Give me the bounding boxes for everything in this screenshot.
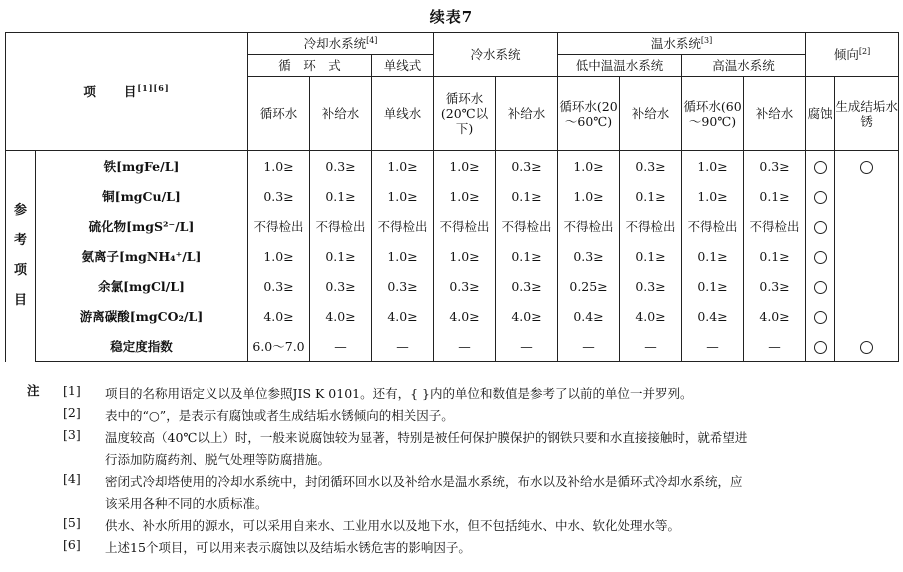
value-cell: 1.0≥ [248,151,310,182]
note-number: [1] [63,383,81,398]
warm-system-header: 温水系统[3] [558,33,806,55]
circle-mark-icon [814,221,827,234]
note-item [5,471,898,515]
value-cell: 4.0≥ [744,301,806,331]
value-cell: 0.3≥ [372,271,434,301]
col-corrosion: 腐蚀 [806,77,835,151]
value-cell: — [744,331,806,362]
table-row [6,151,899,182]
circulation-type-header: 循 环 式 [248,55,372,77]
corrosion-cell [806,271,835,301]
value-cell: 0.1≥ [620,181,682,211]
value-cell: 0.1≥ [310,181,372,211]
note-text: 项目的名称用语定义以及单位参照JIS K 0101。还有，{ }内的单位和数值是参考了以前的单位一并罗列。 [105,386,693,401]
circle-mark-icon [814,161,827,174]
value-cell: 不得检出 [248,211,310,241]
table-row [6,211,899,241]
table-row [6,331,899,362]
value-cell: — [310,331,372,362]
corrosion-cell [806,151,835,182]
corrosion-cell [806,241,835,271]
note-number: [4] [63,471,81,486]
col-high-circulating: 循环水(60～90℃) [682,77,744,151]
row-item-name: 氨离子[mgNH₄⁺/L] [36,241,248,271]
tendency-header: 倾向[2] [806,33,899,77]
value-cell: 不得检出 [310,211,372,241]
value-cell: — [558,331,620,362]
circle-mark-icon [814,251,827,264]
value-cell: 0.1≥ [744,241,806,271]
scale-cell [835,181,899,211]
value-cell: 0.3≥ [434,271,496,301]
value-cell: 4.0≥ [496,301,558,331]
value-cell: 0.3≥ [248,181,310,211]
circle-mark-icon [814,191,827,204]
col-high-makeup: 补给水 [744,77,806,151]
value-cell: 0.3≥ [496,151,558,182]
scale-cell [835,241,899,271]
note-number: [6] [63,537,81,552]
col-single-line-water: 单线水 [372,77,434,151]
col-circulating-water: 循环水 [248,77,310,151]
value-cell: 0.1≥ [496,181,558,211]
corrosion-cell [806,181,835,211]
value-cell: 1.0≥ [682,151,744,182]
reference-items-label: 参考项目 [6,151,36,362]
cold-system-header: 冷水系统 [434,33,558,77]
value-cell: 0.1≥ [682,271,744,301]
water-quality-table [5,32,899,362]
table-row [6,271,899,301]
row-item-name: 游离碳酸[mgCO₂/L] [36,301,248,331]
value-cell: 0.1≥ [496,241,558,271]
value-cell: 0.4≥ [558,301,620,331]
value-cell: — [372,331,434,362]
note-text: 该采用各种不同的水质标准。 [105,496,268,511]
value-cell: 4.0≥ [434,301,496,331]
col-scale: 生成结垢水锈 [835,77,899,151]
scale-cell [835,151,899,182]
value-cell: 6.0～7.0 [248,331,310,362]
note-item [5,405,898,427]
value-cell: 1.0≥ [682,181,744,211]
high-temp-header: 高温水系统 [682,55,806,77]
value-cell: 不得检出 [372,211,434,241]
value-cell: 4.0≥ [620,301,682,331]
note-text: 温度较高（40℃以上）时，一般来说腐蚀较为显著，特别是被任何保护膜保护的钢铁只要和水直接接触时，就希望进 [105,430,748,445]
value-cell: 不得检出 [682,211,744,241]
value-cell: 1.0≥ [434,151,496,182]
col-makeup-water: 补给水 [310,77,372,151]
row-item-name: 硫化物[mgS²⁻/L] [36,211,248,241]
table-title: 续表7 [429,8,474,26]
value-cell: 0.1≥ [744,181,806,211]
value-cell: — [682,331,744,362]
value-cell: 0.3≥ [496,271,558,301]
value-cell: 0.25≥ [558,271,620,301]
row-item-name: 铜[mgCu/L] [36,181,248,211]
value-cell: 1.0≥ [372,241,434,271]
circle-mark-icon [860,161,873,174]
value-cell: 不得检出 [620,211,682,241]
value-cell: 不得检出 [496,211,558,241]
col-cold-circulating: 循环水(20℃以下) [434,77,496,151]
value-cell: 1.0≥ [434,181,496,211]
note-number: [3] [63,427,81,442]
row-item-name: 铁[mgFe/L] [36,151,248,182]
value-cell: 不得检出 [558,211,620,241]
circle-mark-icon [860,341,873,354]
value-cell: 0.3≥ [744,151,806,182]
value-cell: 1.0≥ [372,181,434,211]
scale-cell [835,331,899,362]
row-item-name: 稳定度指数 [36,331,248,362]
value-cell: — [496,331,558,362]
circle-mark-icon [814,341,827,354]
value-cell: 0.3≥ [310,271,372,301]
cooling-system-header: 冷却水系统[4] [248,33,434,55]
circle-mark-icon [814,311,827,324]
note-item [5,383,898,405]
note-item [5,537,898,559]
scale-cell [835,301,899,331]
note-text: 密闭式冷却塔使用的冷却水系统中，封闭循环回水以及补给水是温水系统，布水以及补给水是循环式冷却水系统，应 [105,474,743,489]
single-line-header: 单线式 [372,55,434,77]
corrosion-cell [806,331,835,362]
value-cell: 0.3≥ [744,271,806,301]
note-number: [2] [63,405,81,420]
note-item [5,427,898,471]
value-cell: 1.0≥ [372,151,434,182]
notes-prefix: 注 [27,383,40,398]
value-cell: 0.3≥ [248,271,310,301]
row-item-name: 余氯[mgCl/L] [36,271,248,301]
value-cell: 1.0≥ [434,241,496,271]
value-cell: 4.0≥ [248,301,310,331]
value-cell: 不得检出 [434,211,496,241]
value-cell: — [620,331,682,362]
value-cell: 0.3≥ [620,151,682,182]
value-cell: 1.0≥ [248,241,310,271]
corrosion-cell [806,301,835,331]
table-row [6,301,899,331]
note-text: 行添加防腐药剂、脱气处理等防腐措施。 [105,452,331,467]
low-mid-temp-header: 低中温温水系统 [558,55,682,77]
value-cell: 4.0≥ [372,301,434,331]
table-body [6,151,899,362]
table-row [6,181,899,211]
scale-cell [835,271,899,301]
corrosion-cell [806,211,835,241]
note-text: 表中的“○”，是表示有腐蚀或者生成结垢水锈倾向的相关因子。 [105,408,454,423]
value-cell: — [434,331,496,362]
note-item [5,515,898,537]
table-row [6,241,899,271]
item-header: 项 目[1][6] [6,33,248,151]
scale-cell [835,211,899,241]
col-low-circulating: 循环水(20～60℃) [558,77,620,151]
value-cell: 1.0≥ [558,181,620,211]
value-cell: 0.1≥ [620,241,682,271]
note-text: 供水、补水所用的源水，可以采用自来水、工业用水以及地下水，但不包括纯水、中水、软化处理水等。 [105,518,681,533]
note-text: 上述15个项目，可以用来表示腐蚀以及结垢水锈危害的影响因子。 [105,540,471,555]
value-cell: 0.3≥ [558,241,620,271]
col-cold-makeup: 补给水 [496,77,558,151]
value-cell: 0.3≥ [620,271,682,301]
circle-mark-icon [814,281,827,294]
value-cell: 4.0≥ [310,301,372,331]
value-cell: 不得检出 [744,211,806,241]
col-low-makeup: 补给水 [620,77,682,151]
notes [5,383,898,559]
value-cell: 0.3≥ [310,151,372,182]
note-number: [5] [63,515,81,530]
value-cell: 0.4≥ [682,301,744,331]
value-cell: 1.0≥ [558,151,620,182]
value-cell: 0.1≥ [682,241,744,271]
value-cell: 0.1≥ [310,241,372,271]
